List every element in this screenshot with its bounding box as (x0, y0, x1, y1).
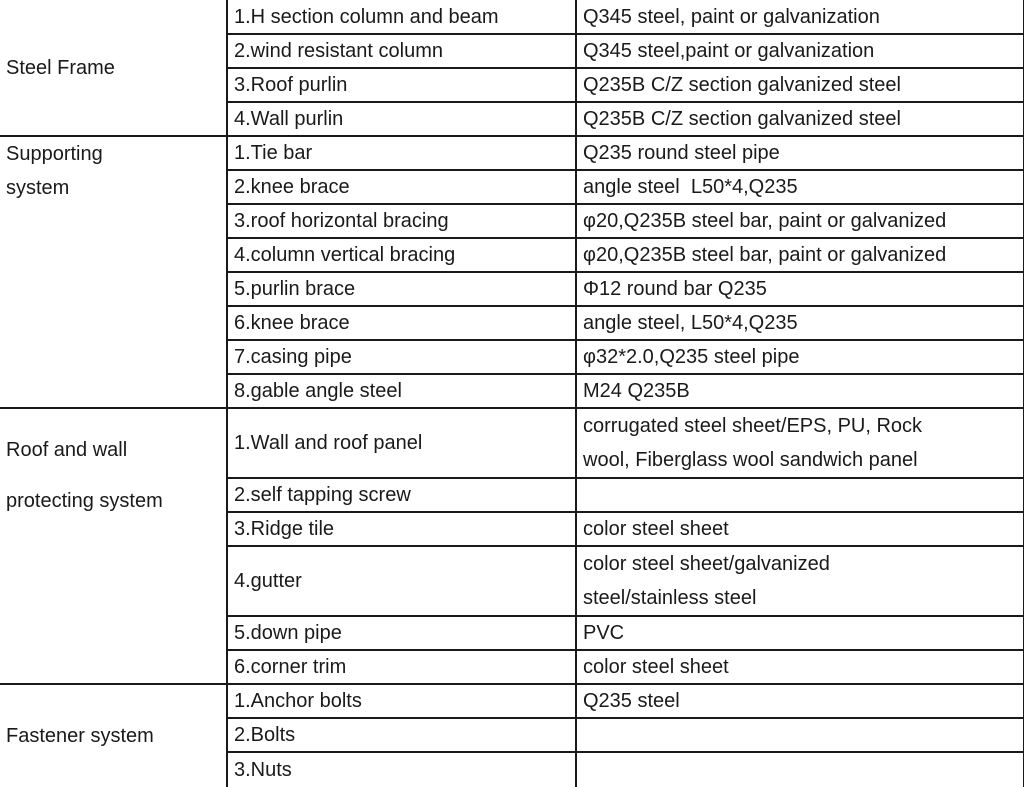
spec-cell: angle steel L50*4,Q235 (576, 170, 1024, 204)
item-cell: 1.Anchor bolts (227, 684, 576, 718)
group-label-roof-wall-protecting-system (0, 408, 227, 684)
spec-line: color steel sheet/galvanized (583, 553, 830, 575)
item-cell: 2.knee brace (227, 170, 576, 204)
item-cell: 6.corner trim (227, 650, 576, 684)
table-row (0, 684, 1024, 718)
spec-cell (576, 718, 1024, 752)
item-cell: 4.column vertical bracing (227, 238, 576, 272)
spec-line: steel/stainless steel (583, 587, 757, 609)
item-cell: 2.wind resistant column (227, 34, 576, 68)
spec-cell: Q235B C/Z section galvanized steel (576, 102, 1024, 136)
spec-cell: Q235B C/Z section galvanized steel (576, 68, 1024, 102)
table-row (0, 0, 1024, 34)
item-cell: 8.gable angle steel (227, 374, 576, 408)
spec-cell: Q235 steel (576, 684, 1024, 718)
table-row (0, 408, 1024, 478)
item-cell: 1.Wall and roof panel (227, 408, 576, 478)
spec-line: corrugated steel sheet/EPS, PU, Rock (583, 415, 923, 437)
item-cell: 3.roof horizontal bracing (227, 204, 576, 238)
group-label-line: protecting system (6, 490, 163, 512)
group-label-supporting-system (0, 136, 227, 408)
spec-cell (576, 408, 1024, 478)
item-cell: 7.casing pipe (227, 340, 576, 374)
item-cell: 2.Bolts (227, 718, 576, 752)
item-cell: 1.Tie bar (227, 136, 576, 170)
item-cell: 5.down pipe (227, 616, 576, 650)
item-cell: 2.self tapping screw (227, 478, 576, 512)
group-label-line: system (6, 177, 70, 199)
spec-cell: Q345 steel,paint or galvanization (576, 34, 1024, 68)
item-cell: 3.Ridge tile (227, 512, 576, 546)
spec-cell: angle steel, L50*4,Q235 (576, 306, 1024, 340)
spec-cell: PVC (576, 616, 1024, 650)
item-cell: 4.Wall purlin (227, 102, 576, 136)
table-row (0, 136, 1024, 170)
item-cell: 6.knee brace (227, 306, 576, 340)
item-cell: 4.gutter (227, 546, 576, 616)
spec-cell: φ32*2.0,Q235 steel pipe (576, 340, 1024, 374)
item-cell: 3.Roof purlin (227, 68, 576, 102)
group-label-fastener-system: Fastener system (6, 725, 154, 747)
spec-cell: Φ12 round bar Q235 (576, 272, 1024, 306)
spec-cell: φ20,Q235B steel bar, paint or galvanized (576, 238, 1024, 272)
spec-cell: color steel sheet (576, 512, 1024, 546)
spec-cell: Q235 round steel pipe (576, 136, 1024, 170)
spec-cell (576, 478, 1024, 512)
item-cell: 5.purlin brace (227, 272, 576, 306)
group-label-steel-frame: Steel Frame (0, 0, 227, 136)
spec-cell (576, 752, 1024, 787)
spec-cell: φ20,Q235B steel bar, paint or galvanized (576, 204, 1024, 238)
group-label-line: Roof and wall (6, 439, 128, 461)
item-cell: 3.Nuts (227, 752, 576, 787)
spec-cell (576, 546, 1024, 616)
group-label-line: Supporting (6, 143, 103, 165)
spec-cell: color steel sheet (576, 650, 1024, 684)
spec-cell: Q345 steel, paint or galvanization (576, 0, 1024, 34)
spec-cell: M24 Q235B (576, 374, 1024, 408)
spec-line: wool, Fiberglass wool sandwich panel (583, 449, 918, 471)
item-cell: 1.H section column and beam (227, 0, 576, 34)
